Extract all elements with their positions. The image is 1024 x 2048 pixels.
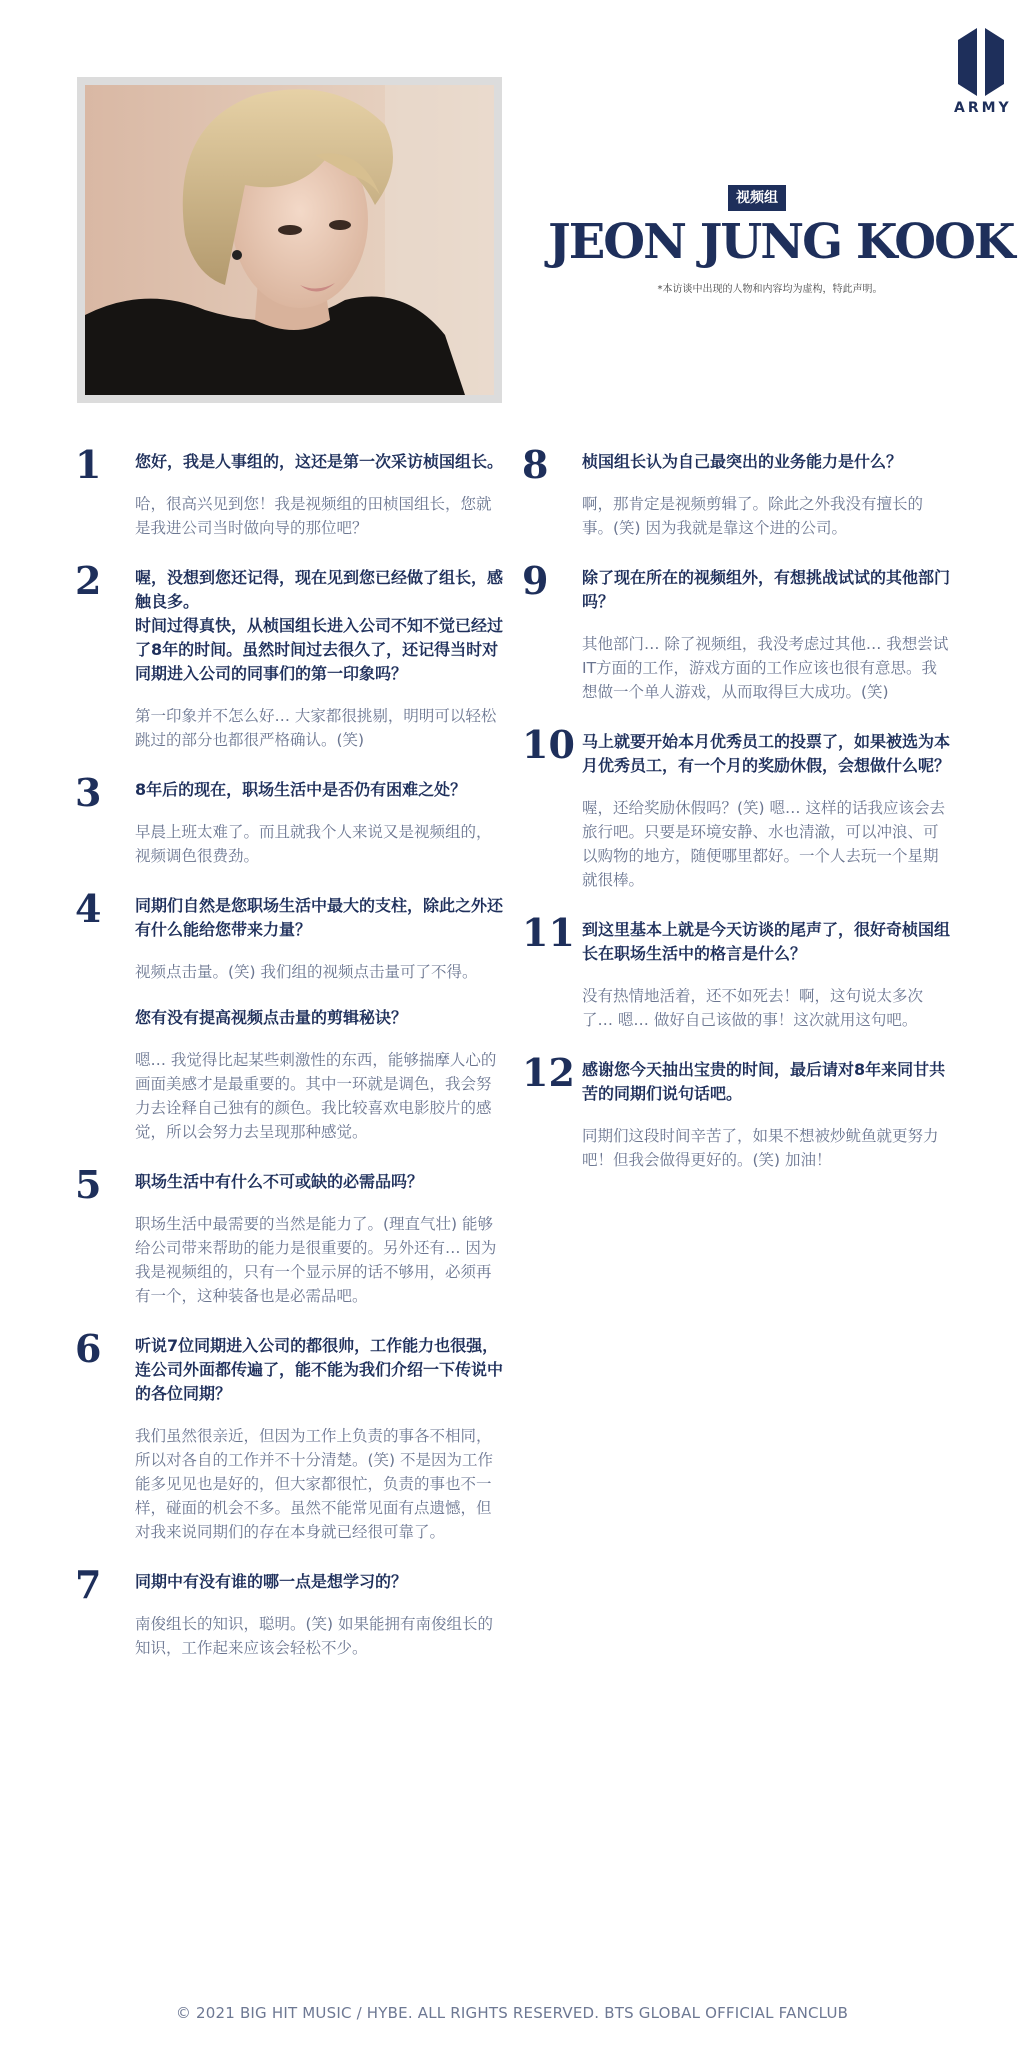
- army-logo-icon: [956, 26, 1006, 98]
- answer: 其他部门… 除了视频组，我没考虑过其他… 我想尝试IT方面的工作，游戏方面的工作应该也很有意思。我想做一个单人游戏，从而取得巨大成功。(笑): [582, 635, 949, 701]
- sub-question: 您有没有提高视频点击量的剪辑秘诀？: [135, 1008, 408, 1027]
- question: 您好，我是人事组的，这还是第一次采访桢国组长。: [135, 452, 504, 471]
- portrait-photo: [85, 85, 494, 395]
- qa-right-column: [522, 442, 952, 1198]
- qa-left-column: [75, 442, 505, 1686]
- question: 职场生活中有什么不可或缺的必需品吗？: [135, 1172, 424, 1191]
- answer: 第一印象并不怎么好… 大家都很挑剔，明明可以轻松跳过的部分也都很严格确认。(笑): [135, 707, 497, 749]
- sub-answer: 嗯… 我觉得比起某些刺激性的东西，能够揣摩人心的画面美感才是最重要的。其中一环就是调色，我会努力去诠释自己独有的颜色。我比较喜欢电影胶片的感觉，所以会努力去呈现那种感觉。: [135, 1051, 497, 1141]
- logo-text: ARMY: [954, 100, 1012, 116]
- qa-item: [522, 442, 952, 540]
- answer: 视频点击量。(笑) 我们组的视频点击量可了不得。: [135, 963, 478, 981]
- photo-frame: [77, 77, 502, 403]
- answer: 啊，那肯定是视频剪辑了。除此之外我没有擅长的事。(笑) 因为我就是靠这个进的公司。: [582, 495, 924, 537]
- page-title: JEON JUNG KOOK: [548, 214, 1014, 270]
- question-number: 3: [75, 770, 102, 815]
- question-number: 12: [522, 1050, 575, 1095]
- qa-item: [75, 558, 505, 752]
- team-tag: 视频组: [728, 185, 786, 211]
- qa-item: [522, 722, 952, 892]
- qa-item: [75, 770, 505, 868]
- qa-item: [522, 1050, 952, 1172]
- question: 同期们自然是您职场生活中最大的支柱，除此之外还有什么能给您带来力量？: [135, 896, 504, 939]
- question-number: 5: [75, 1162, 102, 1207]
- question-number: 9: [522, 558, 549, 603]
- question: 到这里基本上就是今天访谈的尾声了，很好奇桢国组长在职场生活中的格言是什么？: [582, 920, 951, 963]
- answer: 哈，很高兴见到您！我是视频组的田桢国组长，您就是我进公司当时做向导的那位吧？: [135, 495, 492, 537]
- answer: 同期们这段时间辛苦了，如果不想被炒鱿鱼就更努力吧！但我会做得更好的。(笑) 加油！: [582, 1127, 939, 1169]
- question-number: 7: [75, 1562, 102, 1607]
- army-logo: [954, 26, 1012, 116]
- question-number: 2: [75, 558, 102, 603]
- qa-item: [75, 1326, 505, 1544]
- disclaimer: *本访谈中出现的人物和内容均为虚构，特此声明。: [657, 284, 883, 295]
- qa-item: [75, 1162, 505, 1308]
- answer: 早晨上班太难了。而且就我个人来说又是视频组的，视频调色很费劲。: [135, 823, 492, 865]
- question: 马上就要开始本月优秀员工的投票了，如果被选为本月优秀员工，有一个月的奖励休假，会想做什么呢？: [582, 732, 951, 775]
- footer-copyright: © 2021 BIG HIT MUSIC / HYBE. ALL RIGHTS RESERVED. BTS GLOBAL OFFICIAL FANCLUB: [175, 2004, 849, 2022]
- answer: 职场生活中最需要的当然是能力了。(理直气壮) 能够给公司带来帮助的能力是很重要的。另外还有… 因为我是视频组的，只有一个显示屏的话不够用，必须再有一个，这种装备也是必需品吧。: [135, 1215, 497, 1305]
- question-number: 8: [522, 442, 549, 487]
- question-number: 11: [522, 910, 575, 955]
- question: 除了现在所在的视频组外，有想挑战试试的其他部门吗？: [582, 568, 951, 611]
- question: 感谢您今天抽出宝贵的时间，最后请对8年来同甘共苦的同期们说句话吧。: [582, 1060, 946, 1103]
- question: 同期中有没有谁的哪一点是想学习的？: [135, 1572, 408, 1591]
- question-number: 4: [75, 886, 102, 931]
- qa-item: [522, 910, 952, 1032]
- answer: 我们虽然很亲近，但因为工作上负责的事各不相同，所以对各自的工作并不十分清楚。(笑) 不是因为工作能多见见也是好的，但大家都很忙，负责的事也不一样，碰面的机会不多。虽然不能常见面有点遗憾，但对我来说同期们的存在本身就已经很可靠了。: [135, 1427, 494, 1541]
- question-number: 1: [75, 442, 102, 487]
- question: 8年后的现在，职场生活中是否仍有困难之处？: [135, 780, 467, 799]
- question-number: 6: [75, 1326, 102, 1371]
- qa-item: [522, 558, 952, 704]
- question: 听说7位同期进入公司的都很帅，工作能力也很强，连公司外面都传遍了，能不能为我们介绍一下传说中的各位同期？: [135, 1336, 504, 1403]
- qa-item: [75, 886, 505, 1144]
- qa-item: [75, 1562, 505, 1660]
- question: 喔，没想到您还记得，现在见到您已经做了组长，感触良多。 时间过得真快，从桢国组长进入公司不知不觉已经过了8年的时间。虽然时间过去很久了，还记得当时对同期进入公司的同事们的第一印象吗？: [135, 568, 504, 683]
- qa-item: [75, 442, 505, 540]
- answer: 喔，还给奖励休假吗？(笑) 嗯… 这样的话我应该会去旅行吧。只要是环境安静、水也清澈，可以冲浪、可以购物的地方，随便哪里都好。一个人去玩一个星期就很棒。: [582, 799, 945, 889]
- answer: 没有热情地活着，还不如死去！啊，这句说太多次了… 嗯… 做好自己该做的事！这次就用这句吧。: [582, 987, 924, 1029]
- question-number: 10: [522, 722, 575, 767]
- question: 桢国组长认为自己最突出的业务能力是什么？: [582, 452, 903, 471]
- answer: 南俊组长的知识，聪明。(笑) 如果能拥有南俊组长的知识，工作起来应该会轻松不少。: [135, 1615, 494, 1657]
